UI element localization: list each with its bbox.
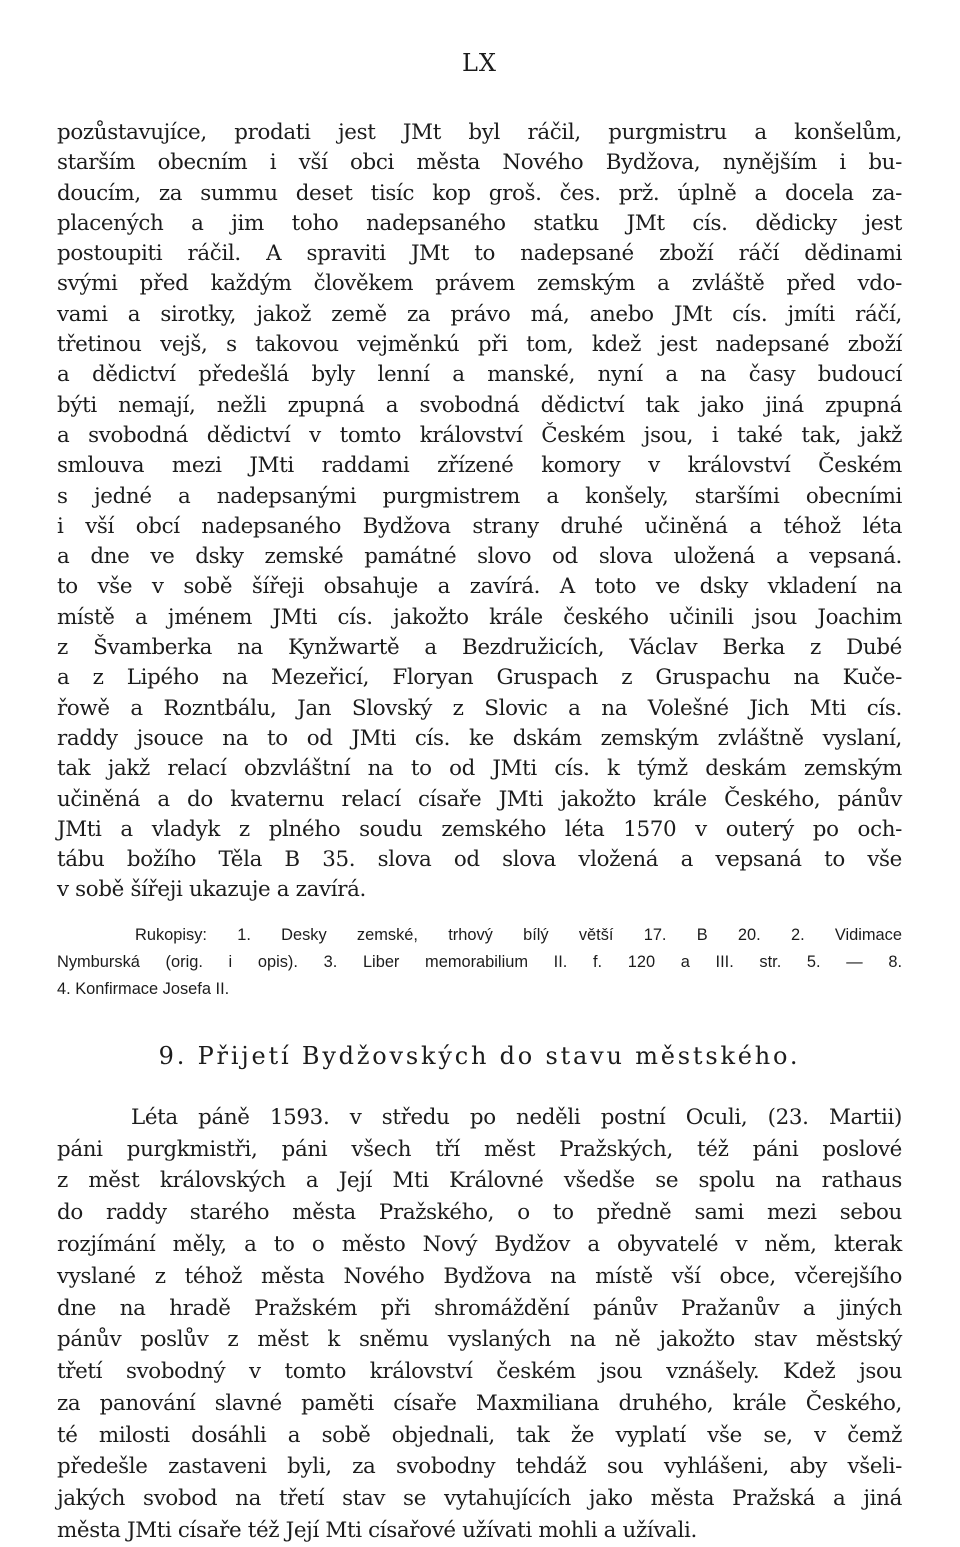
text-line: třetí svobodný v tomto království českém jsou vznášely. Kdež jsou: [57, 1359, 902, 1385]
text-line: páni purgkmistři, páni všech tří měst Pražských, též páni poslové: [57, 1136, 902, 1162]
text-line: rozjímání měly, a to o město Nový Bydžov a obyvatelé v něm, kterak: [57, 1231, 902, 1257]
text-line: předešle zastaveni byli, za svobodny tehdáž sou vyhlášeni, aby všeli-: [57, 1454, 902, 1480]
note-line: Nymburská (orig. i opis). 3. Liber memorabilium II. f. 120 a III. str. 5. — 8.: [57, 952, 902, 971]
text-line: býti nemají, nežli zpupná a svobodná dědictví tak jako jiná zpupná: [57, 392, 902, 418]
text-line: pánův poslův z měst k sněmu vyslaných na ně jakožto stav městský: [57, 1327, 902, 1353]
text-line: tak jakž relací obzvláštní na to od JMti cís. k týmž deskám zemským: [57, 756, 902, 782]
section-title: 9. Přijetí Bydžovských do stavu městského.: [158, 1041, 801, 1070]
paragraph-2: [57, 1102, 902, 1547]
paragraph-1: [57, 118, 902, 906]
text-line: Léta páně 1593. v středu po neděli postní Oculi, (23. Martii): [131, 1104, 902, 1130]
manuscript-notes: [57, 922, 902, 1003]
text-line: i vší obcí nadepsaného Bydžova strany druhé učiněná a téhož léta: [57, 513, 902, 539]
text-line: jakých svobod na třetí stav se vytahujících jako města Pražská a jiná: [57, 1486, 902, 1512]
text-line: vami a sirotky, jakož země za právo má, anebo JMt cís. jmíti ráčí,: [57, 301, 902, 327]
text-line: v sobě šířeji ukazuje a zavírá.: [57, 877, 366, 903]
text-line: a dědictví předešlá byly lenní a manské, nyní a na časy budoucí: [57, 362, 902, 388]
text-line: smlouva mezi JMti raddami zřízené komory v království Českém: [57, 453, 902, 479]
text-line: místě a jménem JMti cís. jakožto krále českého učinili jsou Joachim: [57, 604, 902, 630]
note-line: Rukopisy: 1. Desky zemské, trhový bílý větší 17. B 20. 2. Vidimace: [135, 925, 902, 944]
text-line: to vše v sobě šířeji obsahuje a zavírá. A toto ve dsky vkladení na: [57, 574, 902, 600]
text-line: a z Lipého na Mezeřicí, Floryan Gruspach z Gruspachu na Kuče-: [57, 665, 902, 691]
text-line: s jedné a nadepsanými purgmistrem a konšely, staršími obecními: [57, 483, 902, 509]
text-line: JMti a vladyk z plného soudu zemského léta 1570 v outerý po och-: [57, 816, 902, 842]
text-line: svými před každým člověkem právem zemským a zvláště před vdo-: [57, 271, 902, 297]
page-number: LX: [461, 49, 498, 77]
text-line: starším obecním i vší obci města Nového Bydžova, nynějším i bu-: [57, 150, 902, 176]
text-line: za panování slavné paměti císaře Maxmiliana druhého, krále Českého,: [57, 1390, 902, 1416]
text-line: dne na hradě Pražském při shromáždění pánův Pražanův a jiných: [57, 1295, 902, 1321]
text-line: postoupiti ráčil. A spraviti JMt to nadepsané zboží ráčí dědinami: [57, 241, 902, 267]
text-line: doucím, za summu deset tisíc kop groš. čes. prž. úplně a docela za-: [57, 180, 902, 206]
text-line: do raddy starého města Pražského, o to předně sami mezi sebou: [57, 1200, 902, 1226]
text-line: a dne ve dsky zemské památné slovo od slova uložená a vepsaná.: [57, 544, 902, 570]
text-line: třetinou vejš, s takovou vejměnkú při tom, kdež jest nadepsané zboží: [57, 332, 902, 358]
text-line: učiněná a do kvaternu relací císaře JMti jakožto krále Českého, pánův: [57, 786, 902, 812]
text-line: pozůstavujíce, prodati jest JMt byl ráčil, purgmistru a konšelům,: [57, 120, 902, 145]
text-line: placených a jim toho nadepsaného statku JMt cís. dědicky jest: [57, 210, 902, 236]
text-line: té milosti dosáhli a sobě objednali, tak že vyplatí vše se, v čemž: [57, 1422, 902, 1448]
text-line: města JMti císaře též Její Mti císařové užívati mohli a užívali.: [57, 1518, 697, 1544]
text-line: vyslané z téhož města Nového Bydžova na místě vší obce, včerejšího: [57, 1263, 902, 1289]
note-line: 4. Konfirmace Josefa II.: [57, 979, 230, 998]
text-line: z měst královských a Její Mti Královné všedše se spolu na rathaus: [57, 1168, 902, 1194]
text-line: z Švamberka na Kynžwartě a Bezdružicích, Václav Berka z Dubé: [57, 635, 902, 661]
text-line: řowě a Rozntbálu, Jan Slovský z Slovic a na Volešné Jich Mti cís.: [57, 695, 902, 721]
text-line: tábu božího Těla B 35. slova od slova vložená a vepsaná to vše: [57, 847, 902, 873]
text-line: a svobodná dědictví v tomto království Českém jsou, i také tak, jakž: [57, 422, 902, 448]
text-line: raddy jsouce na to od JMti cís. ke dskám zemským zvláštně vyslaní,: [57, 725, 902, 751]
